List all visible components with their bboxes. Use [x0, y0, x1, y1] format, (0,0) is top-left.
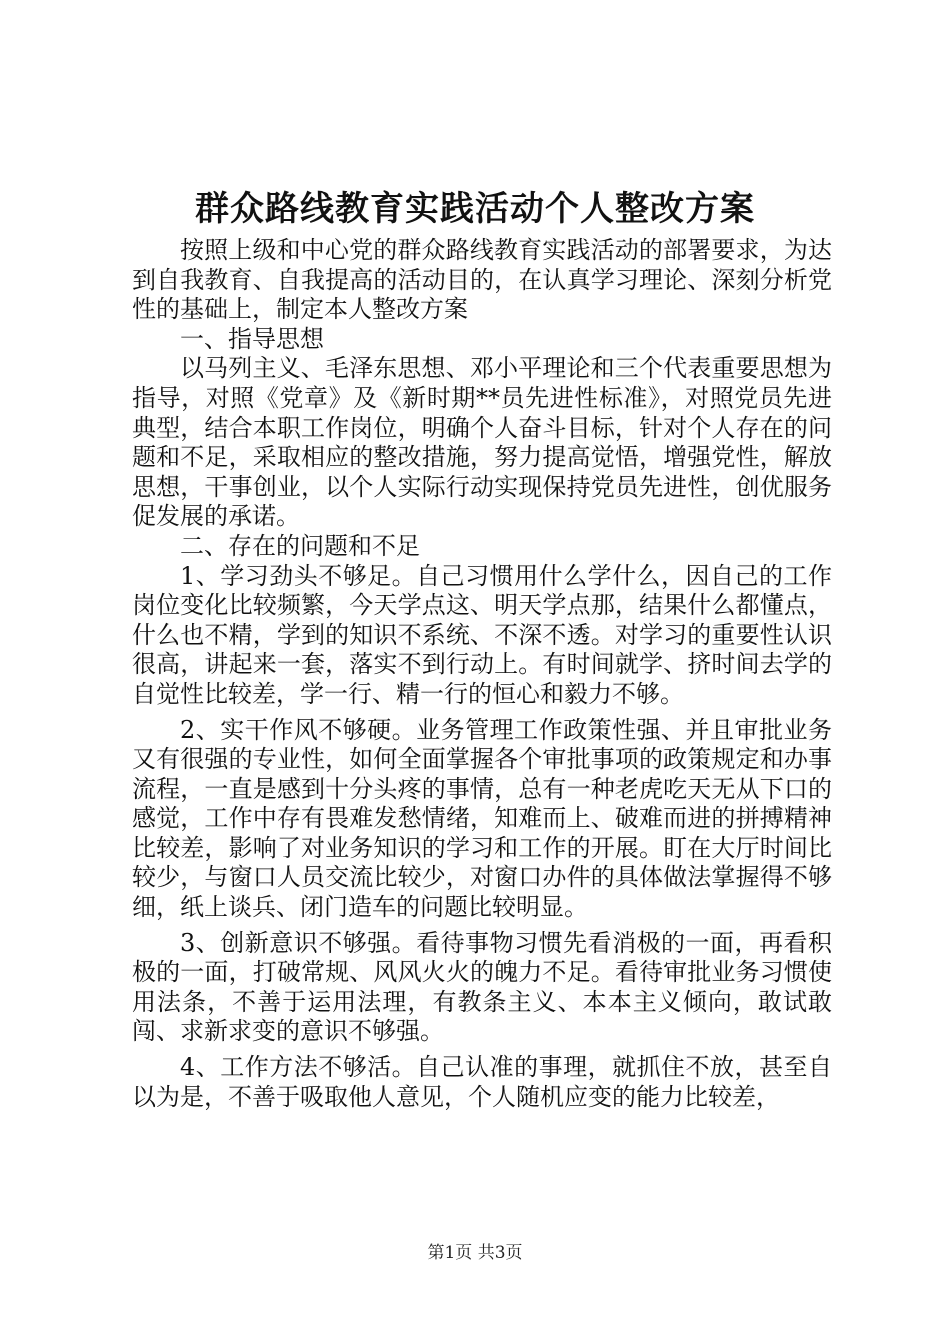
- intro-paragraph: 按照上级和中心党的群众路线教育实践活动的部署要求，为达到自我教育、自我提高的活动目的，在认真学习理论、深刻分析党性的基础上，制定本人整改方案: [132, 236, 832, 324]
- section-heading-guiding-thought: 一、指导思想: [180, 324, 324, 353]
- document-body: [132, 236, 832, 1112]
- guiding-thought-paragraph: 以马列主义、毛泽东思想、邓小平理论和三个代表重要思想为指导，对照《党章》及《新时期**员先进性标准》，对照党员先进典型，结合本职工作岗位，明确个人奋斗目标，针对个人存在的问题和不足，采取相应的整改措施，努力提高觉悟，增强党性，解放思想，干事创业，以个人实际行动实现保持党员先进性，创优服务促发展的承诺。: [132, 354, 832, 531]
- problem-item-1: 1、学习劲头不够足。自己习惯用什么学什么，因自己的工作岗位变化比较频繁，今天学点这、明天学点那，结果什么都懂点，什么也不精，学到的知识不系统、不深不透。对学习的重要性认识很高，讲起来一套，落实不到行动上。有时间就学、挤时间去学的自觉性比较差，学一行、精一行的恒心和毅力不够。: [132, 561, 832, 708]
- problem-item-3: 3、创新意识不够强。看待事物习惯先看消极的一面，再看积极的一面，打破常规、风风火火的魄力不足。看待审批业务习惯使用法条，不善于运用法理，有教条主义、本本主义倾向，敢试敢闯、求新求变的意识不够强。: [132, 928, 832, 1046]
- document-title: 群众路线教育实践活动个人整改方案: [195, 189, 755, 229]
- section-heading-problems: 二、存在的问题和不足: [180, 531, 420, 560]
- problem-item-4: 4、工作方法不够活。自己认准的事理，就抓住不放，甚至自以为是，不善于吸取他人意见，个人随机应变的能力比较差，: [132, 1053, 832, 1111]
- problem-item-2: 2、实干作风不够硬。业务管理工作政策性强、并且审批业务又有很强的专业性，如何全面掌握各个审批事项的政策规定和办事流程，一直是感到十分头疼的事情，总有一种老虎吃天无从下口的感觉，工作中存有畏难发愁情绪，知难而上、破难而进的拼搏精神比较差，影响了对业务知识的学习和工作的开展。盯在大厅时间比较少，与窗口人员交流比较少，对窗口办件的具体做法掌握得不够细，纸上谈兵、闭门造车的问题比较明显。: [132, 715, 832, 922]
- page-footer: 第1页 共3页: [427, 1243, 523, 1263]
